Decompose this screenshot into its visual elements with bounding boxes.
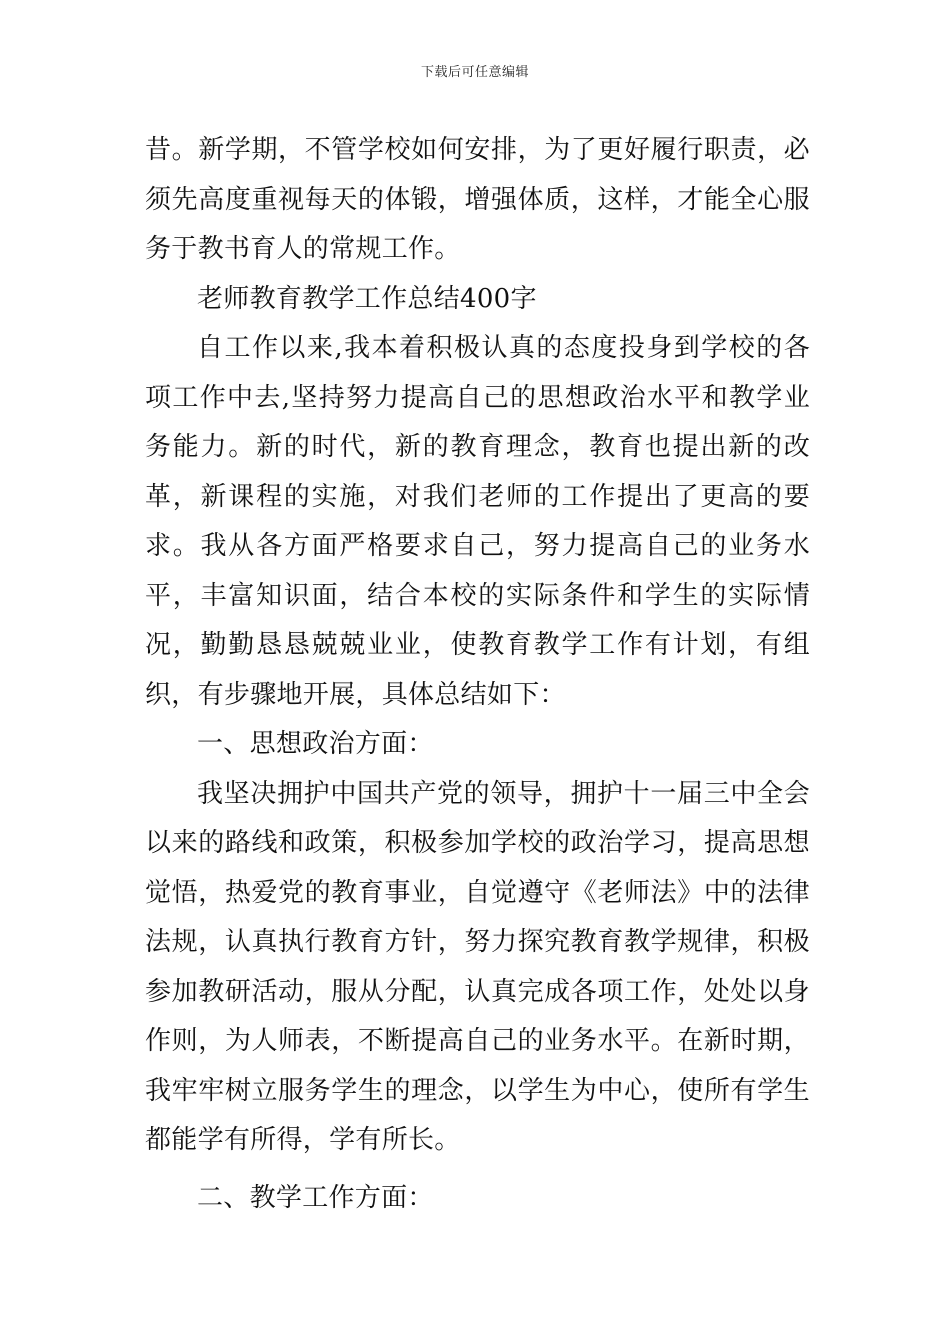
section-title: 老师教育教学工作总结400字 (197, 283, 537, 314)
section-heading-politics: 一、思想政治方面： (197, 729, 434, 759)
section-heading-teaching: 二、教学工作方面： (197, 1182, 434, 1213)
document-body (145, 126, 810, 1225)
paragraph-continuation: 昔。新学期，不管学校如何安排，为了更好履行职责，必须先高度重视每天的体锻，增强体质，这样，才能全心服务于教书育人的常规工作。 (145, 135, 810, 264)
paragraph-politics: 我坚决拥护中国共产党的领导，拥护十一届三中全会以来的路线和政策，积极参加学校的政治学习，提高思想觉悟，热爱党的教育事业，自觉遵守《老师法》中的法律法规，认真执行教育方针，努力探究教育教学规律，积极参加教研活动，服从分配，认真完成各项工作，处处以身作则，为人师表，不断提高自己的业务水平。在新时期，我牢牢树立服务学生的理念，以学生为中心，使所有学生都能学有所得，学有所长。 (145, 778, 810, 1155)
page-header: 下载后可任意编辑 (420, 65, 529, 80)
paragraph-intro: 自工作以来,我本着积极认真的态度投身到学校的各项工作中去,坚持努力提高自己的思想政治水平和教学业务能力。新的时代，新的教育理念，教育也提出新的改革，新课程的实施，对我们老师的工作提出了更高的要求。我从各方面严格要求自己，努力提高自己的业务水平，丰富知识面，结合本校的实际条件和学生的实际情况，勤勤恳恳兢兢业业，使教育教学工作有计划，有组织，有步骤地开展，具体总结如下： (145, 333, 810, 710)
